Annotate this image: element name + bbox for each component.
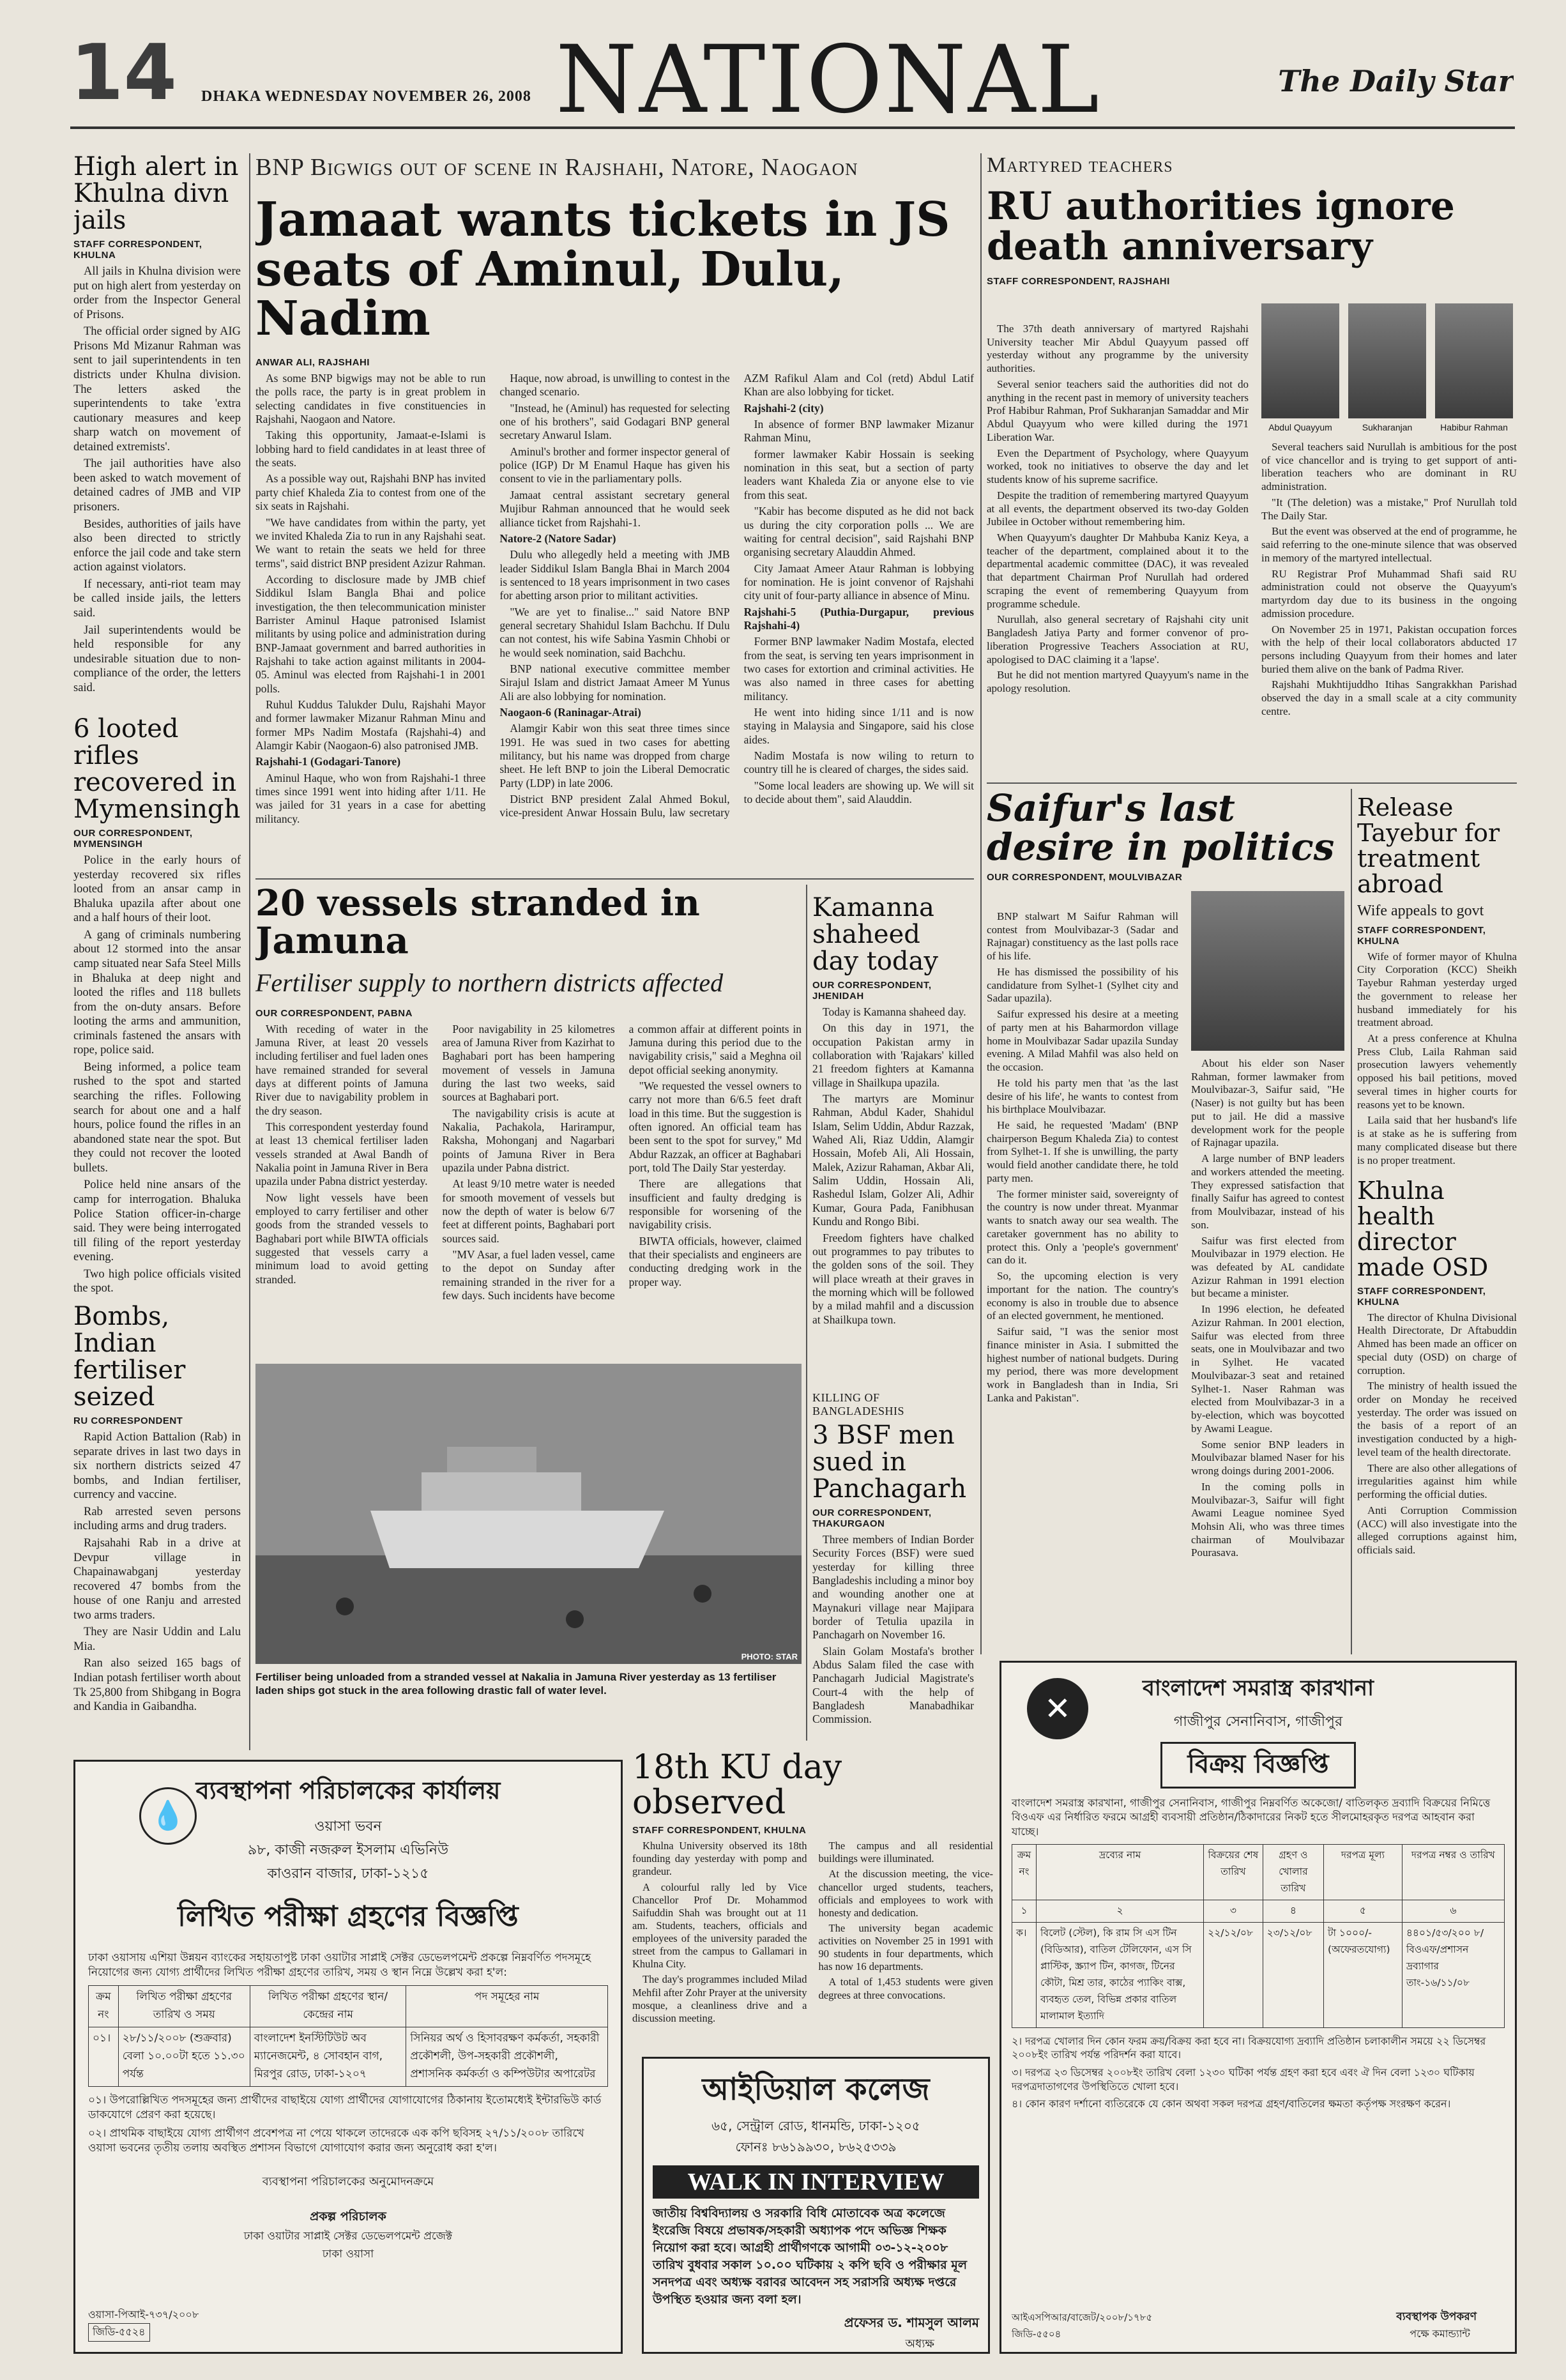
- ad-intro: বাংলাদেশ সমরাস্ত্র কারখানা, গাজীপুর সেনানিবাস, গাজীপুর নিম্নবর্ণিত অকেজো/ বাতিলকৃত দ্রব্যাদি বিক্রয়ের নিমিত্তে বিওএফ এর নির্ধারিত ফরমে আগ্রহী ব্যবসায়ী প্রতিষ্ঠান/ঠিকাদারের নিকট হতে সীলমোহরকৃত দরপত্র আহবান করা যাচ্ছে।: [1012, 1797, 1491, 1838]
- story-body: [73, 853, 241, 1296]
- photo-caption-2: Sukharanjan: [1362, 422, 1413, 432]
- paragraph: But he did not mention martyred Quayyum's name in the apology resolution.: [987, 669, 1249, 695]
- photo-credit: PHOTO: STAR: [741, 1652, 798, 1661]
- ad-ideal-college: [642, 2057, 990, 2354]
- ad-sign-for: পক্ষে কমান্ড্যান্ট: [1410, 2328, 1470, 2340]
- photo-caption: Fertiliser being unloaded from a stranded vessel at Nakalia in Jamuna River yesterday as 13 fertiliser laden ships got stuck in the area following drastic fall of water level.: [255, 1671, 777, 1697]
- byline: OUR CORRESPONDENT, THAKURGAON: [812, 1507, 932, 1529]
- byline: OUR CORRESPONDENT, JHENIDAH: [812, 980, 932, 1002]
- story-saifur: [987, 789, 1344, 1658]
- table-cell: টা ১০০০/- (অফেরতযোগ্য): [1324, 1922, 1403, 2027]
- paragraph: The 37th death anniversary of martyred Rajshahi University teacher Mir Abdul Quayyum passed off yesterday without any programme by the university authorities.: [987, 323, 1249, 375]
- paragraph: Several teachers said Nurullah is ambitious for the post of vice chancellor and is trying to get support of anti-liberation teachers who are dominant in RU administration.: [1261, 441, 1517, 493]
- table-header: পদ সমূহের নাম: [406, 1985, 608, 2027]
- story-looted-rifles: [73, 715, 241, 1303]
- paragraph: Poor navigability in 25 kilometres area of Jamuna River from Kazirhat to Baghabari port has been hampering movement of vessels in Jamuna during the last two weeks, said sources at Baghabari port.: [442, 1022, 615, 1104]
- paragraph: Haque, now abroad, is unwilling to contest in the changed scenario.: [499, 372, 730, 399]
- paragraph: City Jamaat Ameer Ataur Rahman is lobbying for nomination. He is joint convenor of Rajshahi city unit of four-party alliance in absence of Minu.: [743, 561, 974, 602]
- ad-dfp: জিডি-৫৫২৪: [88, 2323, 150, 2342]
- paragraph: They are Nasir Uddin and Lalu Mia.: [73, 1626, 241, 1653]
- paragraph: A gang of criminals numbering about 12 stormed into the ansar camp situated near Safa Steel Mills in Bhaluka at deep night and looted the rifles and 118 bullets from the on-duty ansars. Before looting the arms and ammunition, criminals fastened the ansars with rope, police said.: [73, 928, 241, 1057]
- ad-ordnance-sale: [1000, 1661, 1517, 2354]
- paragraph: There are allegations that insufficient and faulty dredging is responsible for worsening of the navigability crisis.: [628, 1177, 802, 1232]
- table-cell: ৫: [1324, 1900, 1403, 1922]
- table-cell: সিনিয়র অর্থ ও হিসাবরক্ষণ কর্মকর্তা, সহকারী প্রকৌশলী, উপ-সহকারী প্রকৌশলী, প্রশাসনিক কর্মকর্তা ও কম্পিউটার অপারেটর: [406, 2027, 608, 2086]
- byline: STAFF CORRESPONDENT, KHULNA: [632, 1825, 807, 1836]
- vessel-illustration: [255, 1364, 802, 1664]
- story-vessels-stranded: [255, 885, 802, 1741]
- paragraph: According to disclosure made by JMB chief Siddikul Islam Bangla Bhai and police investigation, the then telecommunication minister Barrister Aminul Haque patronised Islamist militants by using police and administration during BNP-Jamaat government and barred authorities in Rajshahi to take action against militants in 2004-05. Aminul was elected from Rajshahi-1 in 2001 polls.: [255, 572, 486, 695]
- story-body: [812, 1533, 974, 1727]
- byline: STAFF CORRESPONDENT, KHULNA: [1357, 1285, 1486, 1308]
- paragraph: About his elder son Naser Rahman, former lawmaker from Moulvibazar-3, Saifur said, "He (Naser) is not guilty but has been put to jail. He did a massive development work for the people of Rajnagar upazila.: [1191, 1057, 1344, 1149]
- table-cell: ৪: [1263, 1900, 1323, 1922]
- byline: OUR CORRESPONDENT, PABNA: [255, 1007, 413, 1019]
- headline: 3 BSF men sued in Panchagarh: [812, 1421, 967, 1504]
- ad-dfp: জিডি-৫৫০৪: [1012, 2328, 1061, 2340]
- paragraph: At the discussion meeting, the vice-chancellor urged students, teachers, officials and employees to work with honesty and dedication.: [818, 1868, 993, 1919]
- story-khulna-jails: [73, 153, 241, 703]
- headline: 6 looted rifles recovered in Mymensingh: [73, 715, 241, 824]
- paper-name: The Daily Star: [1278, 64, 1514, 98]
- story-khulna-health: [1357, 1179, 1517, 1658]
- paragraph: On November 25 in 1971, Pakistan occupation forces with the help of their local collaborators abducted 17 persons including Quayyum from their homes and later buried them alive on the bank of Padma River.: [1261, 623, 1517, 675]
- ad-intro: ঢাকা ওয়াসায় এশিয়া উন্নয়ন ব্যাংকের সহায়তাপুষ্ট ঢাকা ওয়াটার সাপ্লাই সেক্টর ডেভেলপমেন্ট প্রকল্পে নিম্নবর্ণিত পদসমূহে নিয়োগের জন্য যোগ্য প্রার্থীদের লিখিত পরীক্ষা গ্রহণের তারিখ, সময় ও স্থান নিম্নে উল্লেখ করা হ'ল:: [88, 1951, 591, 1979]
- byline: STAFF CORRESPONDENT, KHULNA: [1357, 924, 1486, 947]
- ad-ref: আইএসপিআর/বাজেট/২০০৮/১৭৮৫: [1012, 2312, 1153, 2323]
- story-body: [255, 1023, 802, 1380]
- table-cell: ৩: [1204, 1900, 1263, 1922]
- ad-note-2: ০২। প্রাথমিক বাছাইয়ে যোগ্য প্রার্থীগণ প্রবেশপত্র না পেয়ে থাকলে তাদেরকে এক কপি ছবিসহ ২৭/১১/২০০৮ তারিখে ওয়াসা ভবনের তৃতীয় তলায় অবস্থিত প্রশাসন বিভাগে যোগাযোগ করার জন্য অনুরোধ করা হ'ল।: [88, 2126, 584, 2155]
- ad-ref: ওয়াসা-পিআই-৭৩৭/২০০৮: [88, 2308, 199, 2321]
- kicker: BNP Bigwigs out of scene in Rajshahi, Natore, Naogaon: [255, 154, 858, 181]
- subhead: Rajshahi-1 (Godagari-Tanore): [255, 755, 401, 768]
- paragraph: Taking this opportunity, Jamaat-e-Islami is lobbing hard to field candidates in at least three of the seats.: [255, 429, 486, 469]
- headline: Khulna health director made OSD: [1357, 1179, 1489, 1281]
- sale-table: [1012, 1844, 1505, 2028]
- paragraph: As a possible way out, Rajshahi BNP has invited party chief Khaleda Zia to contest from one of the six seats in Rajshahi.: [255, 472, 486, 513]
- paragraph: Now light vessels have been employed to carry fertiliser and other goods from the stranded vessels to Baghabari port while BIWTA officials suggested that vessels carry a minimum load to avoid getting stranded.: [255, 1191, 429, 1286]
- paragraph: Some senior BNP leaders in Moulvibazar blamed Naser for his wrong doings during 2001-2006.: [1191, 1438, 1344, 1477]
- ad-note-4: ৪। কোন কারণ দর্শানো ব্যতিরেকে যে কোন অথবা সকল দরপত্র গ্রহণ/বাতিলের ক্ষমতা কর্তৃপক্ষ সংরক্ষণ করেন।: [1012, 2098, 1451, 2110]
- paragraph: "MV Asar, a fuel laden vessel, came to the depot on Sunday after remaining stranded in the river for a few days. Such incidents have become a common affair at different points in Jamuna during this period due to the navigability crisis," said a Meghna oil depot official seeking anonymity.: [442, 1022, 802, 1302]
- table-row: [1012, 1922, 1505, 2027]
- ad-note-1: ০১। উপরোল্লিখিত পদসমূহের জন্য প্রার্থীদের বাছাইয়ে যোগ্য প্রার্থীদের যোগাযোগের ঠিকানায় ইতোমধ্যেই ইন্টারভিউ কার্ড ডাকযোগে প্রেরণ করা হয়েছে।: [88, 2093, 602, 2121]
- kicker: KILLING OF BANGLADESHIS: [812, 1391, 905, 1417]
- walk-in-banner: WALK IN INTERVIEW: [653, 2165, 979, 2199]
- ad-city: কাওরান বাজার, ঢাকা-১২১৫: [267, 1866, 429, 1882]
- story-body-cont: [1191, 1057, 1344, 1651]
- college-name: আইডিয়াল কলেজ: [702, 2071, 930, 2107]
- photo-caption-3: Habibur Rahman: [1440, 422, 1508, 432]
- ad-office: ব্যবস্থাপনা পরিচালকের কার্যালয়: [195, 1776, 501, 1804]
- table-cell: ৬: [1402, 1900, 1504, 1922]
- paragraph: Despite the tradition of remembering martyred Quayyum at all events, the department observed its two-day Golden Jubilee in October without remembering him.: [987, 489, 1249, 528]
- paragraph: Dulu who allegedly held a meeting with JMB leader Siddikul Islam Bangla Bhai in March 2004 is sentenced to 18 years imprisonment in two cases for abetting arson prior to militant activities.: [499, 548, 730, 602]
- paragraph: The director of Khulna Divisional Health Directorate, Dr Aftabuddin Ahmed has been made an officer on special duty (OSD) on charge of corruption.: [1357, 1311, 1517, 1377]
- ad-sign-org: ঢাকা ওয়াসা: [322, 2247, 374, 2261]
- headline: Saifur's last desire in politics: [987, 789, 1335, 869]
- paragraph: Several senior teachers said the authorities did not do anything in the recent past in memory of university teachers Prof Habibur Rahman, Prof Sukharanjan Samaddar and Mir Abdul Quayyum who were killed during the 1971 Liberation War.: [987, 378, 1249, 443]
- paragraph: The martyrs are Mominur Rahman, Abdul Kader, Shahidul Islam, Selim Uddin, Abdur Razzak, Wahed Ali, Riaz Uddin, Alamgir Hossain, Mofeb Ali, Ali Hossain, Malek, Azizur Rahaman, Akbar Ali, Salim Uddin, Hossain Ali, Rashedul Islam, Golzer Ali, Adhir Kumar, Goura Pada, Fanibhusan Kundu and Rongo Bibi.: [812, 1092, 974, 1228]
- paragraph: "It (The deletion) was a mistake," Prof Nurullah told The Daily Star.: [1261, 496, 1517, 522]
- table-header: বিক্রয়ের শেষ তারিখ: [1204, 1844, 1263, 1900]
- paragraph: The former minister said, sovereignty of the country is now under threat. Myanmar wants to snatch away our sea wealth. The caretaker government has no ability to protect this. Only a 'people's government' can do it.: [987, 1187, 1178, 1267]
- table-header-row: [89, 1985, 608, 2027]
- paragraph: A total of 1,453 students were given degrees at three convocations.: [818, 1976, 993, 2001]
- paragraph: He told his party men that 'as the last desire of his life', he wants to contest from his birthplace Moulvibazar.: [987, 1076, 1178, 1116]
- table-cell: বিলেট (স্টেল), কি রাম সি এস টিন (বিডিআর), বাতিল টেলিফোন, এস সি প্লাস্টিক, স্ক্র্যাপ টিন, কাগজ, টিনের কৌটা, মিশ্র তার, কাঠের প্যাকিং বাক্স, ব্যবহৃত তেল, বিভিন্ন প্রকার বাতিল মালামাল ইত্যাদি: [1037, 1922, 1204, 2027]
- paragraph: At least 9/10 metre water is needed for smooth movement of vessels but now the depth of water is below 6/7 feet at different points, Baghabari port sources said.: [442, 1177, 615, 1245]
- headline: Jamaat wants tickets in JS seats of Aminul, Dulu, Nadim: [255, 192, 950, 347]
- headline: RU authorities ignore death anniversary: [987, 184, 1455, 269]
- table-header: দরপত্র নম্বর ও তারিখ: [1402, 1844, 1504, 1900]
- paragraph: A large number of BNP leaders and workers attended the meeting. They expressed satisfaction that finally Saifur has agreed to contest from Moulvibazar, instead of his son.: [1191, 1152, 1344, 1231]
- paragraph: BNP stalwart M Saifur Rahman will contest from Moulvibazar-3 (Sadar and Rajnagar) constituency as the last polls race of his life.: [987, 910, 1178, 963]
- table-cell: ২৮/১১/২০০৮ (শুক্রবার) বেলা ১০.০০টা হতে ১১.৩০ পর্যন্ত: [118, 2027, 250, 2086]
- paragraph: Nurullah, also general secretary of Rajshahi city unit Bangladesh Jatiya Party and former convenor of pro-liberation Progressive Teachers Association at RU, apologised to DAC claiming it a 'lapse'.: [987, 613, 1249, 666]
- paragraph: A colourful rally led by Vice Chancellor Prof Dr. Mohammod Saifuddin Shah was brought out at 11 am. Students, teachers, officials and employees of the university paraded the street from the campus to Gallamari in Khulna City.: [632, 1880, 807, 1971]
- headline: Release Tayebur for treatment abroad: [1357, 795, 1500, 898]
- table-header: দ্রব্যের নাম: [1037, 1844, 1204, 1900]
- subhead: Naogaon-6 (Raninagar-Atrai): [499, 705, 641, 719]
- paragraph: former lawmaker Kabir Hossain is seeking nomination in this seat, but a section of party leaders want Khaleda Zia or anyone else to vie from this seat.: [743, 447, 974, 501]
- paragraph: In the coming polls in Moulvibazar-3, Saifur will fight Awami League nominee Syed Mohsin Ali, who was three times chairman of Moulvibazar Pourasava.: [1191, 1480, 1344, 1559]
- martyr-photo-2: [1348, 303, 1426, 418]
- paragraph: Rapid Action Battalion (Rab) in separate drives in last two days in six northern districts seized 47 bombs, and Indian fertiliser, currency and vaccine.: [73, 1431, 241, 1502]
- paragraph: If necessary, anti-riot team may be called inside jails, the letters said.: [73, 577, 241, 620]
- table-header-row: [1012, 1844, 1505, 1900]
- table-header: ক্রম নং: [89, 1985, 119, 2027]
- paragraph: Police in the early hours of yesterday recovered six rifles looted from an ansar camp in Bhaluka upazila after about one and a half hours of their loot.: [73, 854, 241, 925]
- paragraph: "We have candidates from within the party, yet we invited Khaleda Zia to run in any Rajshahi seat. We want to retain the seats we held for three terms", said district BNP president Azizur Rahman.: [255, 515, 486, 570]
- paragraph: Anti Corruption Commission (ACC) will also investigate into the alleged corruptions against him, officials said.: [1357, 1504, 1517, 1557]
- paragraph: "Instead, he (Aminul) has requested for selecting one of his brothers", said Godagari BNP general secretary Anwarul Islam.: [499, 401, 730, 442]
- paragraph: BNP national executive committee member Sirajul Islam and district Jamaat Ameer M Yunus Ali are also lobbying for nomination.: [499, 662, 730, 703]
- paragraph: At a press conference at Khulna Press Club, Laila Rahman said prosecution lawyers vehemently opposed his bail petitions, moved several times in higher courts for reasons yet to be known.: [1357, 1032, 1517, 1111]
- story-ku-day: [632, 1750, 993, 2057]
- martyr-photo-3: [1435, 303, 1513, 418]
- college-sign: প্রফেসর ড. শামসুল আলম: [844, 2314, 979, 2330]
- paragraph: The jail authorities have also been asked to watch movement of detained cadres of JMB and VIP prisoners.: [73, 457, 241, 514]
- subhead: Natore-2 (Natore Sadar): [499, 531, 616, 545]
- paragraph: With receding of water in the Jamuna River, at least 20 vessels including fertiliser and fuel laden ones have remained stranded for several days at different points of Jamuna River due to navigability problem in the dry season.: [255, 1022, 429, 1117]
- paragraph: Today is Kamanna shaheed day.: [823, 1005, 966, 1018]
- page-number: 14: [70, 29, 177, 118]
- table-cell: ২: [1037, 1900, 1204, 1922]
- ad-note-2: ২। দরপত্র খোলার দিন কোন ফরম ক্রয়/বিক্রয় করা হবে না। বিক্রয়যোগ্য দ্রব্যাদি প্রতিষ্ঠান চলাকালীন সময়ে ২২ ডিসেম্বর ২০০৮ইং তারিখ পর্যন্ত পরিদর্শন করা যাবে।: [1012, 2034, 1486, 2061]
- byline: OUR CORRESPONDENT, MYMENSINGH: [73, 828, 193, 850]
- headline: High alert in Khulna divn jails: [73, 153, 239, 235]
- byline: STAFF CORRESPONDENT, RAJSHAHI: [987, 276, 1170, 287]
- paragraph: He went into hiding since 1/11 and is now staying in Malaysia and Singapore, said his close aides.: [743, 705, 974, 746]
- paragraph: The official order signed by AIG Prisons Md Mizanur Rahman was sent to jail superintendents in ten districts under Khulna division. The letters asked the superintendents to take 'extra cautionary measures and keep sharp watch on movement of detained extremists'.: [73, 325, 241, 454]
- paragraph: All jails in Khulna division were put on high alert from yesterday on order from the Inspector General of Prisons.: [73, 265, 241, 321]
- paragraph: The university began academic activities on November 25 in 1991 with 90 students in four departments, which has now 16 departments.: [818, 1921, 993, 1973]
- wasa-logo: 💧: [139, 1787, 197, 1845]
- story-body: [73, 264, 241, 695]
- headline: 20 vessels stranded in Jamuna: [255, 885, 700, 962]
- paragraph: Besides, authorities of jails have also been directed to strictly enforce the jail code and take stern action against violators.: [73, 517, 241, 574]
- photo-caption-1: Abdul Quayyum: [1268, 422, 1332, 432]
- paragraph: The ministry of health issued the order on Monday he received yesterday. The order was issued on the basis of a report of an investigation conducted by a high-level team of the health directorate.: [1357, 1380, 1517, 1458]
- table-header: গ্রহণ ও খোলার তারিখ: [1263, 1844, 1323, 1900]
- subhead: Rajshahi-2 (city): [743, 401, 824, 415]
- paragraph: BIWTA officials, however, claimed that their specialists and engineers are conducting dredging work in the proper way.: [628, 1234, 802, 1288]
- paragraph: On this day in 1971, the occupation Pakistan army in collaboration with 'Rajakars' killed 21 freedom fighters at Kamanna village in Shailkupa upazila.: [812, 1021, 974, 1089]
- table-cell: ৪৪০১/৫৩/২০০ ৮/বিওএফ/প্রশাসন দ্রব্যাগার তাং-১৬/১১/০৮: [1402, 1922, 1504, 2027]
- paragraph: Khulna University observed its 18th founding day yesterday with pomp and grandeur.: [632, 1840, 807, 1878]
- table-cell: ক।: [1012, 1922, 1037, 2027]
- college-sign-title: অধ্যক্ষ: [905, 2337, 934, 2351]
- paragraph: "Kabir has become disputed as he did not back us during the city corporation polls ... We are waiting for central decision", said Rajshahi BNP organising secretary Alauddin Ahmed.: [743, 505, 974, 559]
- paragraph: Alamgir Kabir won this seat three times since 1991. He was sued in two cases for abetting militancy, but his name was dropped from charge sheet. He left BNP to join the Liberal Democratic Party (LDP) in late 2006.: [499, 722, 730, 790]
- story-body: [812, 1005, 974, 1327]
- column-rule: [980, 153, 982, 1654]
- story-jamaat-tickets: [255, 153, 974, 875]
- ad-title: বিক্রয় বিজ্ঞপ্তি: [1160, 1742, 1356, 1789]
- exam-table: [88, 1985, 608, 2087]
- byline: OUR CORRESPONDENT, MOULVIBAZAR: [987, 871, 1183, 883]
- story-body: [632, 1840, 993, 2057]
- masthead: [70, 26, 1514, 121]
- paragraph: Nadim Mostafa is now wiling to return to country till he is cleared of charges, the sides said.: [743, 749, 974, 776]
- table-cell: ১: [1012, 1900, 1037, 1922]
- ad-sign-project: ঢাকা ওয়াটার সাপ্লাই সেক্টর ডেভেলপমেন্ট প্রজেক্ট: [243, 2229, 453, 2243]
- paragraph: Laila said that her husband's life is at stake as he is suffering from many complicated disease but there is no proper treatment.: [1357, 1114, 1517, 1166]
- ad-location: গাজীপুর সেনানিবাস, গাজীপুর: [1173, 1714, 1343, 1730]
- ad-address: ৯৮, কাজী নজরুল ইসলাম এভিনিউ: [247, 1842, 449, 1858]
- bof-logo: ✕: [1027, 1678, 1088, 1739]
- college-body: জাতীয় বিশ্ববিদ্যালয় ও সরকারি বিধি মোতাবেক অত্র কলেজে ইংরেজি বিষয়ে প্রভাষক/সহকারী অধ্যাপক পদে অভিজ্ঞ শিক্ষক নিয়োগ করা হবে। আগ্রহী প্রার্থীগণকে আগামী ০৩-১২-২০০৮ তারিখ বুধবার সকাল ১০.০০ ঘটিকায় ২ কপি ছবি ও পরীক্ষার মূল সনদপত্র এবং অধ্যক্ষ বরাবর আবেদন সহ সরাসরি অধ্যক্ষ দপ্তরে উপস্থিত হওয়ার জন্য বলা হল।: [653, 2206, 968, 2307]
- paragraph: "We are yet to finalise..." said Natore BNP general secretary Shahidul Islam Bachchu. If Dulu can not contest, his wife Sabina Yasmin Chhobi or he would seek nomination, said Bachchu.: [499, 605, 730, 659]
- paragraph: Former BNP lawmaker Nadim Mostafa, elected from the seat, is serving ten years imprisonment in two cases for extortion and criminal activities. He was also named in three cases for abetting militancy.: [743, 635, 974, 703]
- paragraph: In absence of former BNP lawmaker Mizanur Rahman Minu,: [743, 418, 974, 445]
- table-cell: ২৩/১২/০৮: [1263, 1922, 1323, 2027]
- ad-wasa-exam: [73, 1760, 623, 2354]
- paragraph: Rajsahahi Rab in a drive at Devpur village in Chapainawabganj yesterday recovered 47 bombs from the house of one Ranju and arrested two arms traders.: [73, 1536, 241, 1622]
- byline: STAFF CORRESPONDENT, KHULNA: [73, 239, 202, 261]
- byline: ANWAR ALI, RAJSHAHI: [255, 357, 370, 369]
- ad-title: লিখিত পরীক্ষা গ্রহণের বিজ্ঞপ্তি: [178, 1900, 519, 1933]
- paragraph: Rab arrested seven persons including arms and drug traders.: [73, 1505, 241, 1533]
- story-body: [255, 372, 974, 875]
- kicker: Martyred teachers: [987, 153, 1173, 177]
- paragraph: Aminul Haque, who won from Rajshahi-1 three times since 1991 went into hiding after 1/11. He was jailed for 31 years in a case for abetting militancy.: [255, 771, 486, 825]
- story-tayebur: [1357, 795, 1517, 1179]
- paragraph: Police held nine ansars of the camp for interrogation. Bhaluka Police Station officer-in-charge said. They were being interrogated till filing of the report yesterday evening.: [73, 1179, 241, 1264]
- paragraph: So, the upcoming election is very important for the nation. The country's economy is also in trouble due to absence of an elected government, he mentioned.: [987, 1270, 1178, 1322]
- paragraph: But the event was observed at the end of programme, he said referring to the one-minute silence that was observed in memory of the martyred intellectual.: [1261, 525, 1517, 564]
- ad-building: ওয়াসা ভবন: [314, 1819, 382, 1835]
- ad-sign-title: ব্যবস্থাপক উপকরণ: [1396, 2310, 1477, 2323]
- dateline: DHAKA WEDNESDAY NOVEMBER 26, 2008: [201, 88, 531, 105]
- headline: Bombs, Indian fertiliser seized: [73, 1303, 186, 1412]
- table-cell: ০১।: [89, 2027, 119, 2086]
- paragraph: Freedom fighters have chalked out programmes to pay tributes to the golden sons of the soil. They will place wreath at their graves in the morning which will be followed by a milad mahfil and a discussion at Shailkupa town.: [812, 1231, 974, 1326]
- paragraph: Even the Department of Psychology, where Quayyum worked, took no initiatives to observe the day and let students know of his supreme sacrifice.: [987, 446, 1249, 486]
- table-cell: ২২/১২/০৮: [1204, 1922, 1263, 2027]
- martyr-photos: [1261, 303, 1517, 438]
- story-body: [1357, 950, 1517, 1168]
- martyr-photo-1: [1261, 303, 1339, 418]
- table-header: দরপত্র মূল্য: [1324, 1844, 1403, 1900]
- paragraph: He said, he requested 'Madam' (BNP chairperson Begum Khaleda Zia) to contest from Sylhet-1. If she is unwilling, the party would field another candidate there, he told party men.: [987, 1119, 1178, 1184]
- headline: 18th KU day observed: [632, 1750, 842, 1822]
- column-rule: [249, 153, 250, 1750]
- paragraph: Saifur said, "I was the senior most finance minister in Asia. I submitted the highest number of national budgets. During my period, there was more development work in Bangladesh than in India, Sri Lanka and Pakistan".: [987, 1325, 1178, 1404]
- subhead: Fertiliser supply to northern districts affected: [255, 968, 724, 997]
- paragraph: He has dismissed the possibility of his candidature from Sylhet-1 (Sylhet city and Sadar upazila).: [987, 965, 1178, 1005]
- ad-note-3: ৩। দরপত্র ২৩ ডিসেম্বর ২০০৮ইং তারিখ বেলা ১২৩০ ঘটিকা পর্যন্ত গ্রহণ করা হবে এবং ঐ দিন বেলা ১২৩০ ঘটিকায় দরপত্রদাতাগণের উপস্থিতিতে খোলা হবে।: [1012, 2066, 1475, 2093]
- vessel-photo: [255, 1364, 802, 1664]
- paragraph: Saifur expressed his desire at a meeting of party men at his Baharmordon village home in Moulvibazar Sadar upazila Sunday evening. A Milad Mahfil was also held on the occasion.: [987, 1008, 1178, 1074]
- subhead: Wife appeals to govt: [1357, 902, 1484, 919]
- paragraph: In 1996 election, he defeated Azizur Rahman. In 2001 election, Saifur was elected from three seats, one in Moulvibazar and two in Sylhet. He vacated Moulvibazar-3 seat and retained Sylhet-1. Naser Rahman was elected from Moulvibazar-3 in a by-election, which was boycotted by Awami League.: [1191, 1303, 1344, 1435]
- story-body: [73, 1430, 241, 1714]
- paragraph: Three members of Indian Border Security Forces (BSF) were sued yesterday for killing three Bangladeshis including a minor boy and wounding another one at Maynakuri village near Majipara border of Tetulia upazila in Panchagarh on November 16.: [812, 1533, 974, 1642]
- headline: Kamanna shaheed day today: [812, 894, 938, 976]
- paragraph: This correspondent yesterday found at least 13 chemical fertiliser laden vessels stranded at Awal Bandh of Nakalia point in Jamuna River in Bera upazila under Pabna district yesterday.: [255, 1120, 429, 1188]
- section-rule: [255, 878, 974, 880]
- paragraph: The day's programmes included Milad Mehfil after Zohr Prayer at the university mosque, a cleanliness drive and a discussion meeting.: [632, 1973, 807, 2024]
- paragraph: "We requested the vessel owners to carry not more than 6/6.5 feet draft load in this time. But the suggestion is often ignored. An official team has been sent to the spot for survey," Md Abdur Razzak, an officer at Baghabari port, told The Daily Star yesterday.: [628, 1079, 802, 1175]
- paragraph: Wife of former mayor of Khulna City Corporation (KCC) Sheikh Tayebur Rahman yesterday urged the government to release her husband immediately for his treatment abroad.: [1357, 950, 1517, 1029]
- story-body-cont: [1261, 441, 1517, 773]
- story-kamanna: [812, 894, 974, 1386]
- table-number-row: [1012, 1900, 1505, 1922]
- paragraph: The campus and all residential buildings were illuminated.: [818, 1840, 993, 1865]
- table-cell: বাংলাদেশ ইনস্টিটিউট অব ম্যানেজমেন্ট, ৪ সোবহান বাগ, মিরপুর রোড, ঢাকা-১২০৭: [250, 2027, 406, 2086]
- paragraph: "Some local leaders are showing up. We will sit to decide about them", said Alauddin.: [743, 779, 974, 806]
- college-phone: ফোনঃ ৮৬১৯৯৩০, ৮৬২৫৩৩৯: [735, 2139, 897, 2155]
- story-bombs-seized: [73, 1303, 241, 1750]
- table-header: ক্রম নং: [1012, 1844, 1037, 1900]
- section-title: NATIONAL: [556, 26, 1102, 121]
- masthead-rule: [70, 126, 1515, 129]
- byline: RU CORRESPONDENT: [73, 1415, 183, 1426]
- paragraph: The navigability crisis is acute at Nakalia, Pachakola, Harirampur, Raksha, Mohonganj and Nagarbari points of Jamuna River in Bera upazila under Pabna district.: [442, 1106, 615, 1175]
- paragraph: Aminul's brother and former inspector general of police (IGP) Dr M Enamul Haque has given his consent to vie in the parliamentary polls.: [499, 445, 730, 485]
- paragraph: As some BNP bigwigs may not be able to run the polls race, the party is in great problem in selecting candidates in five constituencies in Rajshahi, Naogaon and Natore.: [255, 372, 486, 426]
- paragraph: Rajshahi Mukhtijuddho Itihas Sangrakkhan Parishad observed the day in a small scale at a city community centre.: [1261, 678, 1517, 717]
- paragraph: Being informed, a police team rushed to the spot and started searching the rifles. Following search for about one and a half hours, police found the rifles in an abandoned state near the spot. But they could not recover the looted bullets.: [73, 1060, 241, 1175]
- paragraph: Two high police officials visited the spot.: [73, 1267, 241, 1295]
- table-row: [89, 2027, 608, 2086]
- ad-sign-order: ব্যবস্থাপনা পরিচালকের অনুমোদনক্রমে: [262, 2174, 434, 2188]
- table-header: লিখিত পরীক্ষা গ্রহণের স্থান/কেন্দ্রের নাম: [250, 1985, 406, 2027]
- paragraph: Ran also seized 165 bags of Indian potash fertiliser worth about Tk 25,800 from Shibgang in Bogra and Kandia in Gaibandha.: [73, 1657, 241, 1714]
- column-rule: [806, 885, 807, 1741]
- saifur-photo: [1191, 891, 1344, 1051]
- story-body: [1357, 1311, 1517, 1557]
- subhead: Rajshahi-5 (Puthia-Durgapur, previous Rajshahi-4): [743, 605, 974, 632]
- ad-sign-title: প্রকল্প পরিচালক: [310, 2209, 386, 2224]
- paragraph: Slain Golam Mostafa's brother Abdus Salam filed the case with Panchagarh Judicial Magistrate's Court-4 with the help of Bangladesh Manabadhikar Commission.: [812, 1644, 974, 1726]
- paragraph: District BNP president Zalal Ahmed Bokul, vice-president Anwar Hossain Bulu, law secretary AZM Rafikul Alam and Col (retd) Abdul Latif Khan are also lobbying for ticket.: [499, 372, 974, 820]
- college-address: ৬৫, সেন্ট্রাল রোড, ধানমন্ডি, ঢাকা-১২০৫: [711, 2118, 920, 2133]
- ad-header: বাংলাদেশ সমরাস্ত্র কারখানা: [1143, 1675, 1374, 1701]
- paragraph: Jamaat central assistant secretary general Mujibur Rahman announced that he would seek alliance ticket from Rajshahi-1.: [499, 488, 730, 529]
- story-bsf-sued: [812, 1386, 974, 1744]
- paragraph: Ruhul Kuddus Talukder Dulu, Rajshahi Mayor and former lawmaker Mizanur Rahman Minu and former MPs Nadim Mostafa (Rajshahi-4) and Alamgir Kabir (Naogaon-6) also patronised JMB.: [255, 698, 486, 752]
- section-rule: [987, 782, 1517, 784]
- paragraph: Jail superintendents would be held responsible for any undesirable situation due to non-compliance of the order, the letters said.: [73, 623, 241, 694]
- table-header: লিখিত পরীক্ষা গ্রহণের তারিখ ও সময়: [118, 1985, 250, 2027]
- story-ru-anniversary: [987, 153, 1517, 779]
- paragraph: Saifur was first elected from Moulvibazar in 1979 election. He was defeated by AL candidate Azizur Rahman in 1991 election but became a minister.: [1191, 1234, 1344, 1300]
- paragraph: RU Registrar Prof Muhammad Shafi said RU administration could not observe the Quayyum's martyrdom day due to its business in the ongoing admission procedure.: [1261, 567, 1517, 620]
- paragraph: There are also other allegations of irregularities against him while performing the official duties.: [1357, 1461, 1517, 1501]
- paragraph: When Quayyum's daughter Dr Mahbuba Kaniz Keya, a teacher of the department, complained about it to the departmental academic committee (DAC), it was revealed that department Chairman Prof Nurullah had ordered scraping the event of remembering Quayyum from programme schedule.: [987, 531, 1249, 610]
- story-body: [987, 910, 1178, 1651]
- story-body: [987, 323, 1249, 770]
- column-rule: [1351, 789, 1352, 1654]
